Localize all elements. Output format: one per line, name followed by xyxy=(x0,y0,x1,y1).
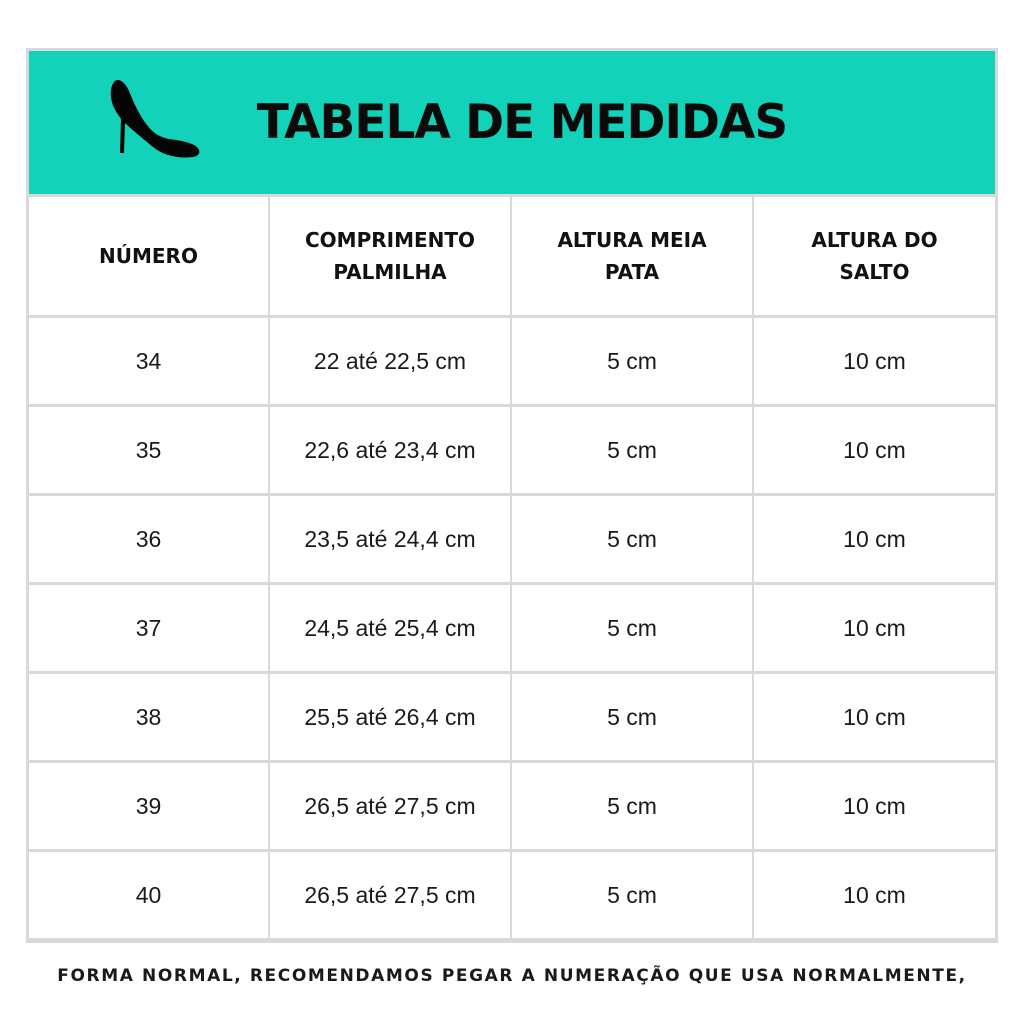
table-cell: 38 xyxy=(29,674,268,760)
table-cell: 10 cm xyxy=(754,674,995,760)
table-cell: 22 até 22,5 cm xyxy=(270,318,510,404)
table-cell: 5 cm xyxy=(512,318,752,404)
table-cell: 5 cm xyxy=(512,763,752,849)
table-cell: 10 cm xyxy=(754,318,995,404)
column-header-numero: NÚMERO xyxy=(29,197,268,315)
table-cell: 5 cm xyxy=(512,852,752,938)
table-cell: 10 cm xyxy=(754,496,995,582)
table-cell: 5 cm xyxy=(512,407,752,493)
size-table xyxy=(29,197,995,940)
table-cell: 26,5 até 27,5 cm xyxy=(270,763,510,849)
table-cell: 24,5 até 25,4 cm xyxy=(270,585,510,671)
table-cell: 39 xyxy=(29,763,268,849)
column-header-meia-pata: ALTURA MEIA PATA xyxy=(512,197,752,315)
table-cell: 22,6 até 23,4 cm xyxy=(270,407,510,493)
table-cell: 5 cm xyxy=(512,496,752,582)
size-chart xyxy=(26,48,998,943)
column-header-salto: ALTURA DO SALTO xyxy=(754,197,995,315)
table-cell: 10 cm xyxy=(754,763,995,849)
page-title: TABELA DE MEDIDAS xyxy=(256,95,788,150)
table-cell: 34 xyxy=(29,318,268,404)
table-cell: 37 xyxy=(29,585,268,671)
footer-note: FORMA NORMAL, RECOMENDAMOS PEGAR A NUMERAÇÃO QUE USA NORMALMENTE, xyxy=(57,966,967,986)
table-cell: 23,5 até 24,4 cm xyxy=(270,496,510,582)
table-cell: 10 cm xyxy=(754,852,995,938)
table-cell: 5 cm xyxy=(512,674,752,760)
table-cell: 10 cm xyxy=(754,407,995,493)
title-banner xyxy=(29,51,995,194)
table-cell: 5 cm xyxy=(512,585,752,671)
table-cell: 10 cm xyxy=(754,585,995,671)
column-header-comprimento: COMPRIMENTO PALMILHA xyxy=(270,197,510,315)
table-cell: 35 xyxy=(29,407,268,493)
table-cell: 26,5 até 27,5 cm xyxy=(270,852,510,938)
table-cell: 40 xyxy=(29,852,268,938)
table-cell: 25,5 até 26,4 cm xyxy=(270,674,510,760)
table-cell: 36 xyxy=(29,496,268,582)
